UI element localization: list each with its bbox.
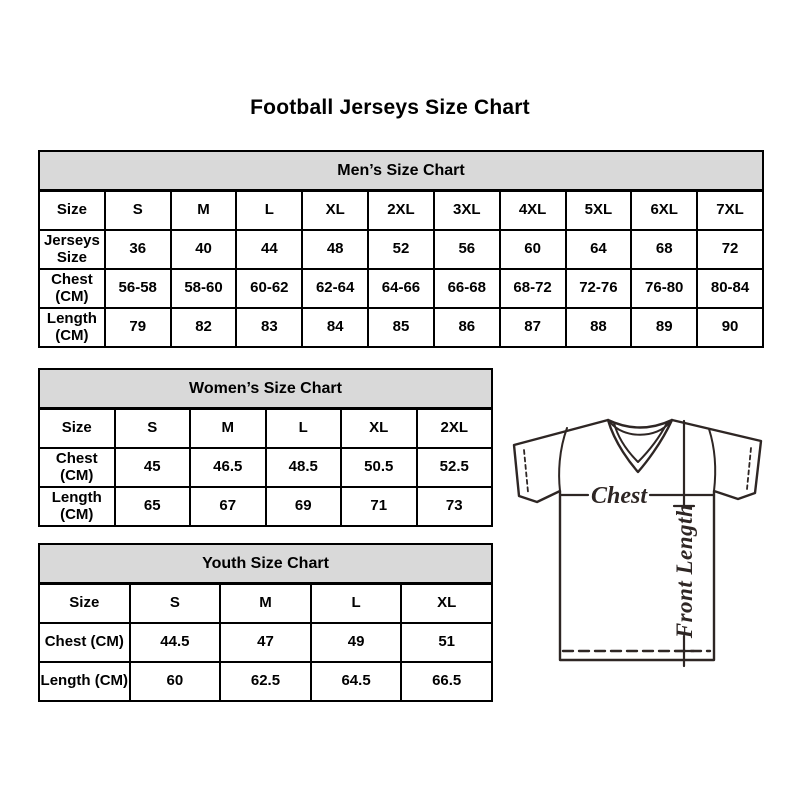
womens-value-cell: 65	[115, 487, 191, 526]
mens-value-cell: XL	[302, 191, 368, 231]
mens-value-cell: 60-62	[236, 269, 302, 308]
mens-table-title: Men’s Size Chart	[39, 151, 763, 191]
mens-value-cell: 82	[171, 308, 237, 347]
mens-value-cell: 3XL	[434, 191, 500, 231]
youth-value-cell: M	[220, 584, 311, 624]
mens-row-label: Jerseys Size	[39, 230, 105, 269]
mens-value-cell: 76-80	[631, 269, 697, 308]
youth-row	[39, 623, 492, 662]
mens-value-cell: 60	[500, 230, 566, 269]
womens-row	[39, 448, 492, 487]
mens-value-cell: 64	[566, 230, 632, 269]
front-length-label: Front Length	[672, 503, 697, 639]
mens-row	[39, 191, 763, 231]
mens-row	[39, 230, 763, 269]
mens-size-table	[38, 150, 764, 348]
mens-value-cell: 62-64	[302, 269, 368, 308]
mens-value-cell: 80-84	[697, 269, 763, 308]
mens-value-cell: 58-60	[171, 269, 237, 308]
womens-size-table	[38, 368, 493, 527]
youth-value-cell: 64.5	[311, 662, 402, 701]
mens-value-cell: 56-58	[105, 269, 171, 308]
mens-value-cell: 72-76	[566, 269, 632, 308]
mens-title-row	[39, 151, 763, 191]
youth-row-label: Size	[39, 584, 130, 624]
mens-row-label: Length (CM)	[39, 308, 105, 347]
mens-value-cell: 48	[302, 230, 368, 269]
youth-value-cell: 62.5	[220, 662, 311, 701]
womens-row	[39, 487, 492, 526]
womens-value-cell: 67	[190, 487, 266, 526]
womens-value-cell: M	[190, 409, 266, 449]
mens-row-label: Chest (CM)	[39, 269, 105, 308]
mens-row	[39, 308, 763, 347]
youth-value-cell: S	[130, 584, 221, 624]
youth-table-title: Youth Size Chart	[39, 544, 492, 584]
mens-value-cell: 68	[631, 230, 697, 269]
womens-title-row	[39, 369, 492, 409]
womens-value-cell: 52.5	[417, 448, 493, 487]
mens-value-cell: 88	[566, 308, 632, 347]
youth-title-row	[39, 544, 492, 584]
womens-value-cell: 45	[115, 448, 191, 487]
mens-value-cell: 79	[105, 308, 171, 347]
mens-value-cell: 56	[434, 230, 500, 269]
mens-value-cell: 86	[434, 308, 500, 347]
mens-value-cell: L	[236, 191, 302, 231]
mens-row	[39, 269, 763, 308]
womens-value-cell: 73	[417, 487, 493, 526]
mens-value-cell: 68-72	[500, 269, 566, 308]
womens-value-cell: 71	[341, 487, 417, 526]
mens-value-cell: 84	[302, 308, 368, 347]
page-title: Football Jerseys Size Chart	[250, 96, 530, 119]
womens-value-cell: 48.5	[266, 448, 342, 487]
mens-value-cell: 52	[368, 230, 434, 269]
youth-row	[39, 584, 492, 624]
mens-value-cell: 87	[500, 308, 566, 347]
youth-value-cell: L	[311, 584, 402, 624]
jersey-measurement-diagram	[504, 398, 776, 670]
youth-value-cell: 66.5	[401, 662, 492, 701]
womens-value-cell: 50.5	[341, 448, 417, 487]
mens-value-cell: 2XL	[368, 191, 434, 231]
mens-value-cell: 90	[697, 308, 763, 347]
youth-value-cell: 51	[401, 623, 492, 662]
jersey-outline-shape	[514, 420, 761, 660]
womens-row	[39, 409, 492, 449]
mens-value-cell: 7XL	[697, 191, 763, 231]
womens-row-label: Size	[39, 409, 115, 449]
mens-value-cell: 5XL	[566, 191, 632, 231]
youth-row-label: Chest (CM)	[39, 623, 130, 662]
youth-value-cell: XL	[401, 584, 492, 624]
mens-value-cell: S	[105, 191, 171, 231]
youth-row	[39, 662, 492, 701]
mens-value-cell: 6XL	[631, 191, 697, 231]
womens-value-cell: 2XL	[417, 409, 493, 449]
youth-size-table	[38, 543, 493, 702]
mens-value-cell: 72	[697, 230, 763, 269]
mens-value-cell: 64-66	[368, 269, 434, 308]
mens-value-cell: 4XL	[500, 191, 566, 231]
youth-value-cell: 49	[311, 623, 402, 662]
womens-value-cell: 69	[266, 487, 342, 526]
womens-value-cell: 46.5	[190, 448, 266, 487]
youth-value-cell: 47	[220, 623, 311, 662]
womens-value-cell: L	[266, 409, 342, 449]
mens-value-cell: 85	[368, 308, 434, 347]
womens-value-cell: XL	[341, 409, 417, 449]
mens-value-cell: 40	[171, 230, 237, 269]
womens-value-cell: S	[115, 409, 191, 449]
mens-value-cell: 44	[236, 230, 302, 269]
youth-value-cell: 44.5	[130, 623, 221, 662]
womens-row-label: Length (CM)	[39, 487, 115, 526]
womens-table-title: Women’s Size Chart	[39, 369, 492, 409]
mens-row-label: Size	[39, 191, 105, 231]
youth-value-cell: 60	[130, 662, 221, 701]
mens-value-cell: 83	[236, 308, 302, 347]
mens-value-cell: M	[171, 191, 237, 231]
womens-row-label: Chest (CM)	[39, 448, 115, 487]
youth-row-label: Length (CM)	[39, 662, 130, 701]
mens-value-cell: 66-68	[434, 269, 500, 308]
mens-value-cell: 36	[105, 230, 171, 269]
mens-value-cell: 89	[631, 308, 697, 347]
chest-label: Chest	[590, 483, 648, 509]
